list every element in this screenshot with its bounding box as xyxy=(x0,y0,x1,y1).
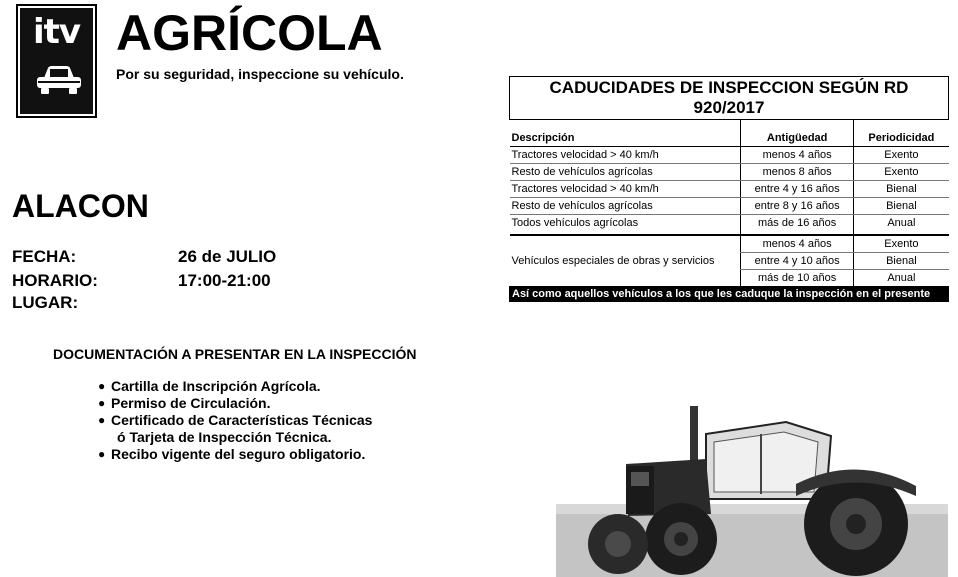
doc-item: ● Cartilla de Inscripción Agrícola. xyxy=(98,378,372,395)
row-description: Tractores velocidad > 40 km/h xyxy=(510,181,741,198)
car-icon xyxy=(34,64,84,98)
table-footnote: Así como aquellos vehículos a los que les caduque la inspección en el presente año xyxy=(509,286,949,302)
row-age: menos 4 años xyxy=(741,147,854,164)
doc-item-continuation: ó Tarjeta de Inspección Técnica. xyxy=(117,429,332,445)
page-title: AGRÍCOLA xyxy=(116,5,383,61)
row-age: entre 8 y 16 años xyxy=(741,198,854,215)
row-age: más de 16 años xyxy=(741,215,854,232)
page-subtitle: Por su seguridad, inspeccione su vehículo. xyxy=(116,66,404,82)
row-description: Resto de vehículos agrícolas xyxy=(510,164,741,181)
header-periodicidad: Periodicidad xyxy=(854,130,949,147)
itv-logo xyxy=(16,4,97,118)
table-row xyxy=(510,181,949,198)
table-row xyxy=(510,215,949,232)
documentation-list xyxy=(98,378,372,463)
tractor-image xyxy=(556,404,948,577)
row-age: menos 4 años xyxy=(741,235,854,253)
table-row xyxy=(510,164,949,181)
table-row xyxy=(510,147,949,164)
doc-item: ● Recibo vigente del seguro obligatorio. xyxy=(98,446,372,463)
table-row xyxy=(510,198,949,215)
fecha-label: FECHA: xyxy=(12,247,77,266)
table-row xyxy=(510,235,949,253)
lugar-label: LUGAR: xyxy=(12,293,79,312)
logo-text: itv xyxy=(32,12,81,52)
row-period: Anual xyxy=(887,217,916,229)
horario-label: HORARIO: xyxy=(12,271,98,290)
row-age: menos 8 años xyxy=(741,164,854,181)
row-period: Bienal xyxy=(854,253,949,270)
table-title: CADUCIDADES DE INSPECCION SEGÚN RD 920/2017 xyxy=(510,77,949,120)
row-age: entre 4 y 16 años xyxy=(741,181,854,198)
row-age: entre 4 y 10 años xyxy=(741,253,854,270)
row-period: Bienal xyxy=(854,198,949,215)
row-description: Resto de vehículos agrícolas xyxy=(510,198,741,215)
header-antiguedad: Antigüedad xyxy=(741,130,854,147)
doc-item: ● Permiso de Circulación. xyxy=(98,395,372,412)
row-period: Exento xyxy=(854,235,949,253)
special-description: Vehículos especiales de obras y servicios xyxy=(510,235,741,287)
row-age: más de 10 años xyxy=(741,270,854,287)
expiry-table xyxy=(509,76,949,287)
row-period: Exento xyxy=(854,147,949,164)
documentation-heading: DOCUMENTACIÓN A PRESENTAR EN LA INSPECCIÓN xyxy=(53,346,417,362)
doc-item: ● Certificado de Características Técnicas xyxy=(98,412,372,429)
row-period: Bienal xyxy=(854,181,949,198)
row-period: Exento xyxy=(854,164,949,181)
header-description: Descripción xyxy=(510,130,741,147)
row-period: Anual xyxy=(854,270,949,287)
row-description: Tractores velocidad > 40 km/h xyxy=(510,147,741,164)
row-description: Todos vehículos agrícolas xyxy=(511,217,639,229)
fecha-value: 26 de JULIO xyxy=(178,247,277,266)
horario-value: 17:00-21:00 xyxy=(178,271,271,290)
town-name: ALACON xyxy=(12,188,149,224)
